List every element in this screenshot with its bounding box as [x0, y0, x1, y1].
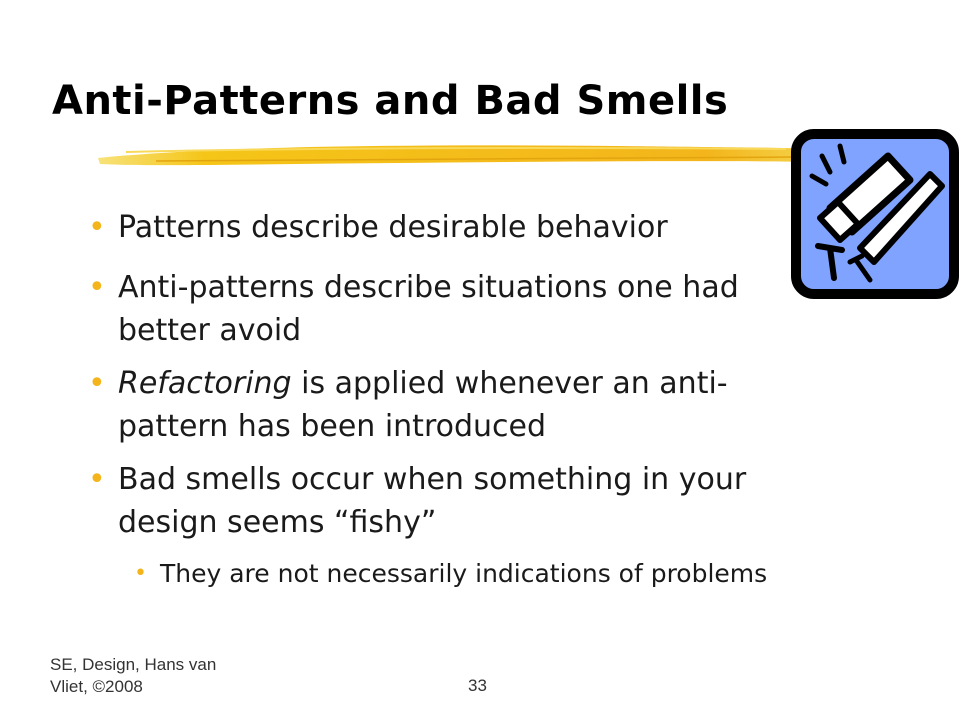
bullet-dot-icon: •: [88, 366, 106, 401]
sub-bullet-item: • They are not necessarily indications of problems: [160, 556, 860, 592]
emphasis-text: Refactoring: [118, 366, 292, 401]
bullet-dot-icon: •: [134, 561, 147, 586]
slide-title: Anti-Patterns and Bad Smells: [52, 78, 729, 124]
page-number: 33: [468, 676, 487, 695]
bullet-item: • Anti-patterns describe situations one had better avoid: [118, 266, 818, 352]
bullet-dot-icon: •: [88, 462, 106, 497]
bullet-item: • Bad smells occur when something in your design seems “fishy”: [118, 458, 818, 544]
bullet-item: • Refactoring is applied whenever an anti-pattern has been introduced: [118, 362, 818, 448]
footer-author: SE, Design, Hans van Vliet, ©2008: [50, 655, 217, 696]
bullet-dot-icon: •: [88, 210, 106, 245]
bullet-dot-icon: •: [88, 270, 106, 305]
bullet-item: • Patterns describe desirable behavior: [118, 206, 818, 249]
